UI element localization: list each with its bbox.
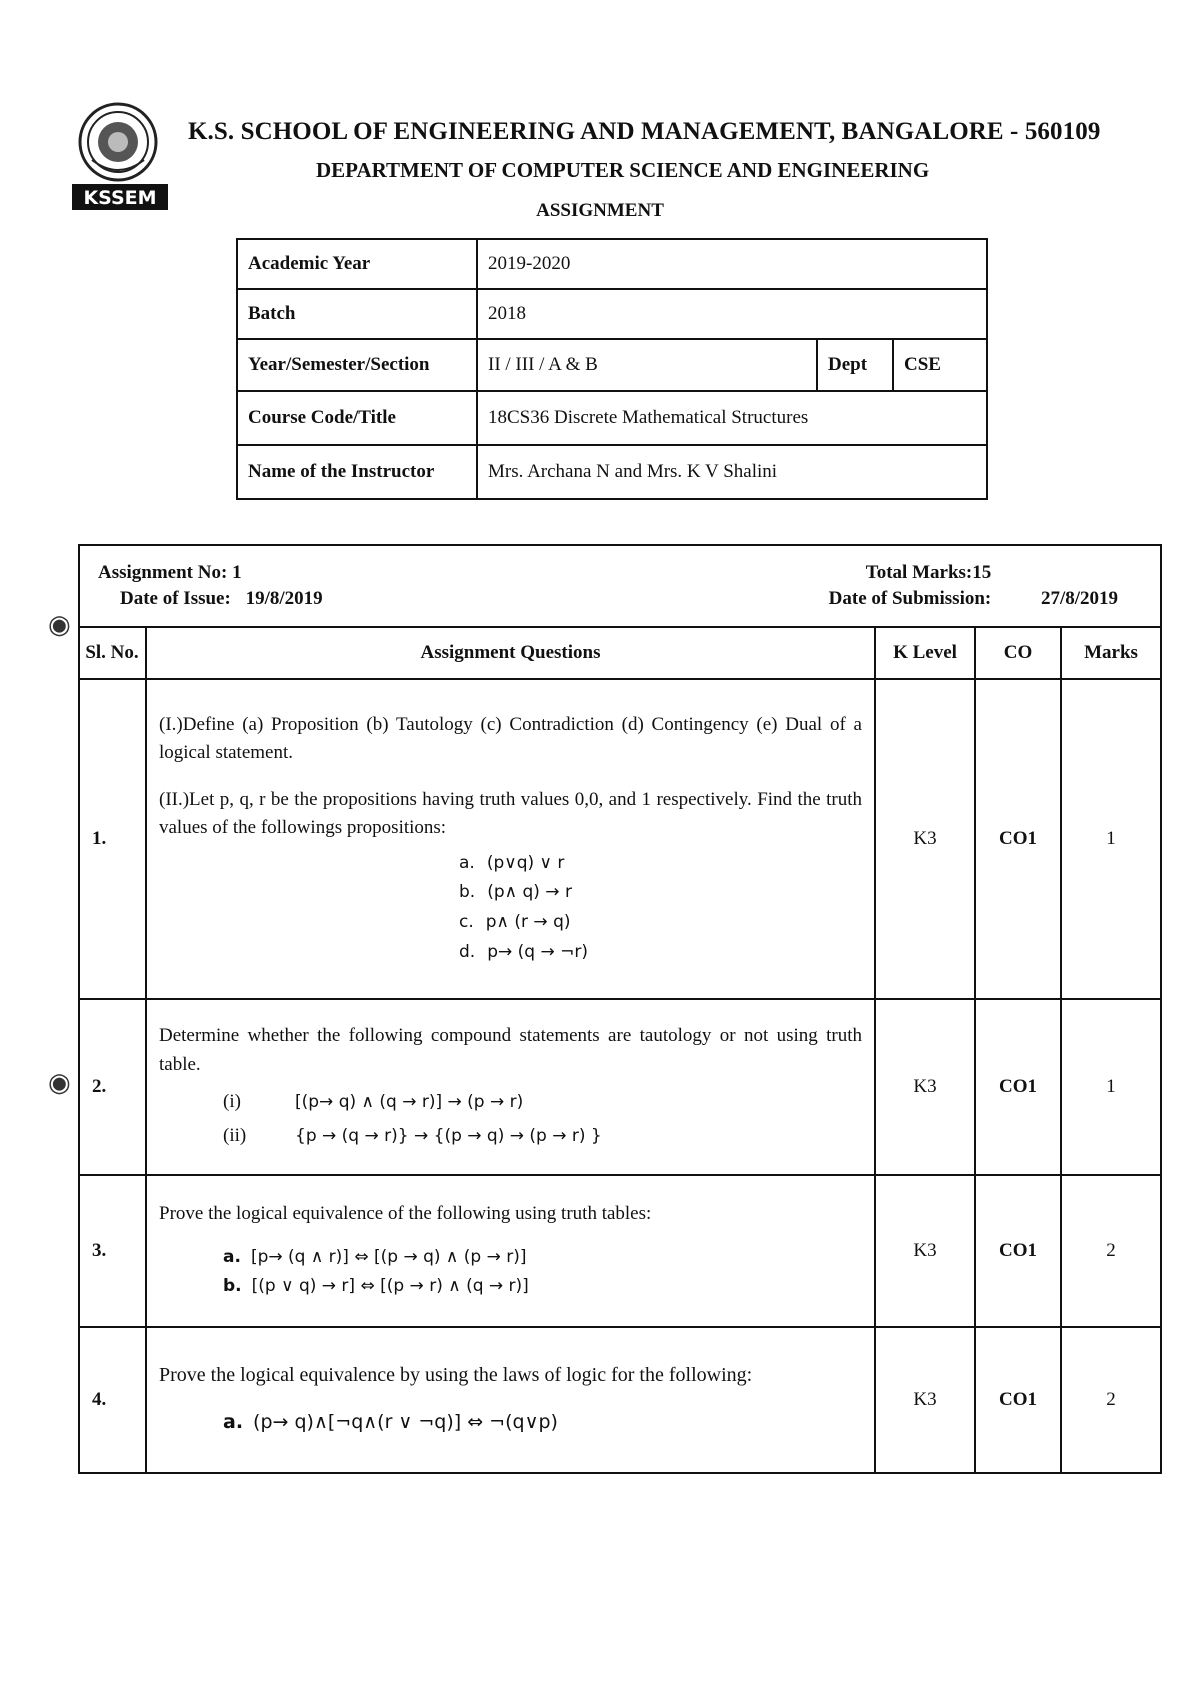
batch-label: Batch bbox=[237, 289, 477, 339]
department-name: DEPARTMENT OF COMPUTER SCIENCE AND ENGINEERING bbox=[316, 158, 930, 182]
sub-question-list bbox=[159, 849, 862, 968]
co-value: CO1 bbox=[975, 679, 1061, 999]
question-part-2: (II.)Let p, q, r be the propositions having truth values 0,0, and 1 respectively. Find the truth values of the followings propositions: bbox=[159, 788, 862, 838]
col-header-co: CO bbox=[975, 627, 1061, 679]
question-part-1: Determine whether the following compound statements are tautology or not using truth table. bbox=[159, 1025, 862, 1075]
academic-year-value: 2019-2020 bbox=[477, 239, 987, 289]
total-marks: Total Marks:15 bbox=[865, 562, 992, 583]
question-part-1: Prove the logical equivalence of the following using truth tables: bbox=[159, 1203, 652, 1224]
question-number: 1. bbox=[79, 679, 146, 999]
batch-value: 2018 bbox=[477, 289, 987, 339]
k-level: K3 bbox=[875, 1327, 975, 1473]
question-number: 3. bbox=[79, 1175, 146, 1327]
marks-value: 1 bbox=[1061, 679, 1161, 999]
institution-name: K.S. SCHOOL OF ENGINEERING AND MANAGEMENT, BANGALORE - 560109 bbox=[188, 118, 1101, 145]
sub-question-list bbox=[159, 1085, 862, 1152]
co-value: CO1 bbox=[975, 1327, 1061, 1473]
issue-date: 19/8/2019 bbox=[245, 588, 323, 609]
list-item: b. (p∧ q) → r bbox=[459, 882, 572, 903]
k-level: K3 bbox=[875, 999, 975, 1175]
question-text bbox=[146, 679, 875, 999]
academic-year-label: Academic Year bbox=[237, 239, 477, 289]
submission-date-label: Date of Submission: bbox=[828, 588, 992, 609]
marks-value: 2 bbox=[1061, 1175, 1161, 1327]
co-value: CO1 bbox=[975, 1175, 1061, 1327]
issue-date-label: Date of Issue: bbox=[120, 588, 231, 609]
marks-value: 1 bbox=[1061, 999, 1161, 1175]
col-header-sl: Sl. No. bbox=[79, 627, 146, 679]
course-value: 18CS36 Discrete Mathematical Structures bbox=[477, 391, 987, 445]
question-number: 2. bbox=[79, 999, 146, 1175]
sub-question-list bbox=[159, 1243, 862, 1303]
co-value: CO1 bbox=[975, 999, 1061, 1175]
instructor-value: Mrs. Archana N and Mrs. K V Shalini bbox=[477, 445, 987, 499]
sub-question-list bbox=[159, 1406, 862, 1439]
question-text bbox=[146, 1327, 875, 1473]
question-text bbox=[146, 999, 875, 1175]
question-part-1: Prove the logical equivalence by using the laws of logic for the following: bbox=[159, 1364, 753, 1387]
course-info-table bbox=[236, 238, 988, 500]
logo-text: KSSEM bbox=[83, 187, 157, 209]
k-level: K3 bbox=[875, 679, 975, 999]
table-row bbox=[79, 1327, 1161, 1473]
list-item: c. p∧ (r → q) bbox=[459, 912, 571, 932]
dept-label: Dept bbox=[817, 339, 893, 391]
punch-hole-mark: ◉ bbox=[48, 610, 71, 640]
list-item: (i) [(p→ q) ∧ (q → r)] → (p → r) bbox=[223, 1091, 524, 1113]
table-row bbox=[79, 679, 1161, 999]
list-item: a. (p∨q) ∨ r bbox=[459, 852, 565, 873]
table-row bbox=[79, 999, 1161, 1175]
assignment-meta bbox=[79, 545, 1161, 627]
list-item: b. [(p ∨ q) → r] ⇔ [(p → r) ∧ (q → r)] bbox=[223, 1276, 529, 1297]
col-header-questions: Assignment Questions bbox=[146, 627, 875, 679]
assignment-table bbox=[78, 544, 1162, 1474]
document-title: ASSIGNMENT bbox=[536, 200, 664, 221]
list-item: a. (p→ q)∧[¬q∧(r ∨ ¬q)] ⇔ ¬(q∨p) bbox=[223, 1411, 558, 1434]
assignment-no-label: Assignment No: bbox=[98, 562, 228, 583]
list-item: d. p→ (q → ¬r) bbox=[459, 941, 588, 962]
question-number: 4. bbox=[79, 1327, 146, 1473]
year-sem-section-value: II / III / A & B bbox=[477, 339, 817, 391]
assignment-no: 1 bbox=[232, 562, 242, 583]
dept-value: CSE bbox=[893, 339, 987, 391]
marks-value: 2 bbox=[1061, 1327, 1161, 1473]
list-item: a. [p→ (q ∧ r)] ⇔ [(p → q) ∧ (p → r)] bbox=[223, 1246, 527, 1267]
punch-hole-mark: ◉ bbox=[48, 1068, 71, 1098]
list-item: (ii) {p → (q → r)} → {(p → q) → (p → r) } bbox=[223, 1124, 602, 1146]
k-level: K3 bbox=[875, 1175, 975, 1327]
submission-date: 27/8/2019 bbox=[1040, 588, 1118, 609]
question-part-1: (I.)Define (a) Proposition (b) Tautology (c) Contradiction (d) Contingency (e) Dual of a logical statement. bbox=[159, 713, 862, 763]
course-label: Course Code/Title bbox=[237, 391, 477, 445]
year-sem-section-label: Year/Semester/Section bbox=[237, 339, 477, 391]
col-header-k-level: K Level bbox=[875, 627, 975, 679]
question-text bbox=[146, 1175, 875, 1327]
instructor-label: Name of the Instructor bbox=[237, 445, 477, 499]
col-header-marks: Marks bbox=[1061, 627, 1161, 679]
table-row bbox=[79, 1175, 1161, 1327]
